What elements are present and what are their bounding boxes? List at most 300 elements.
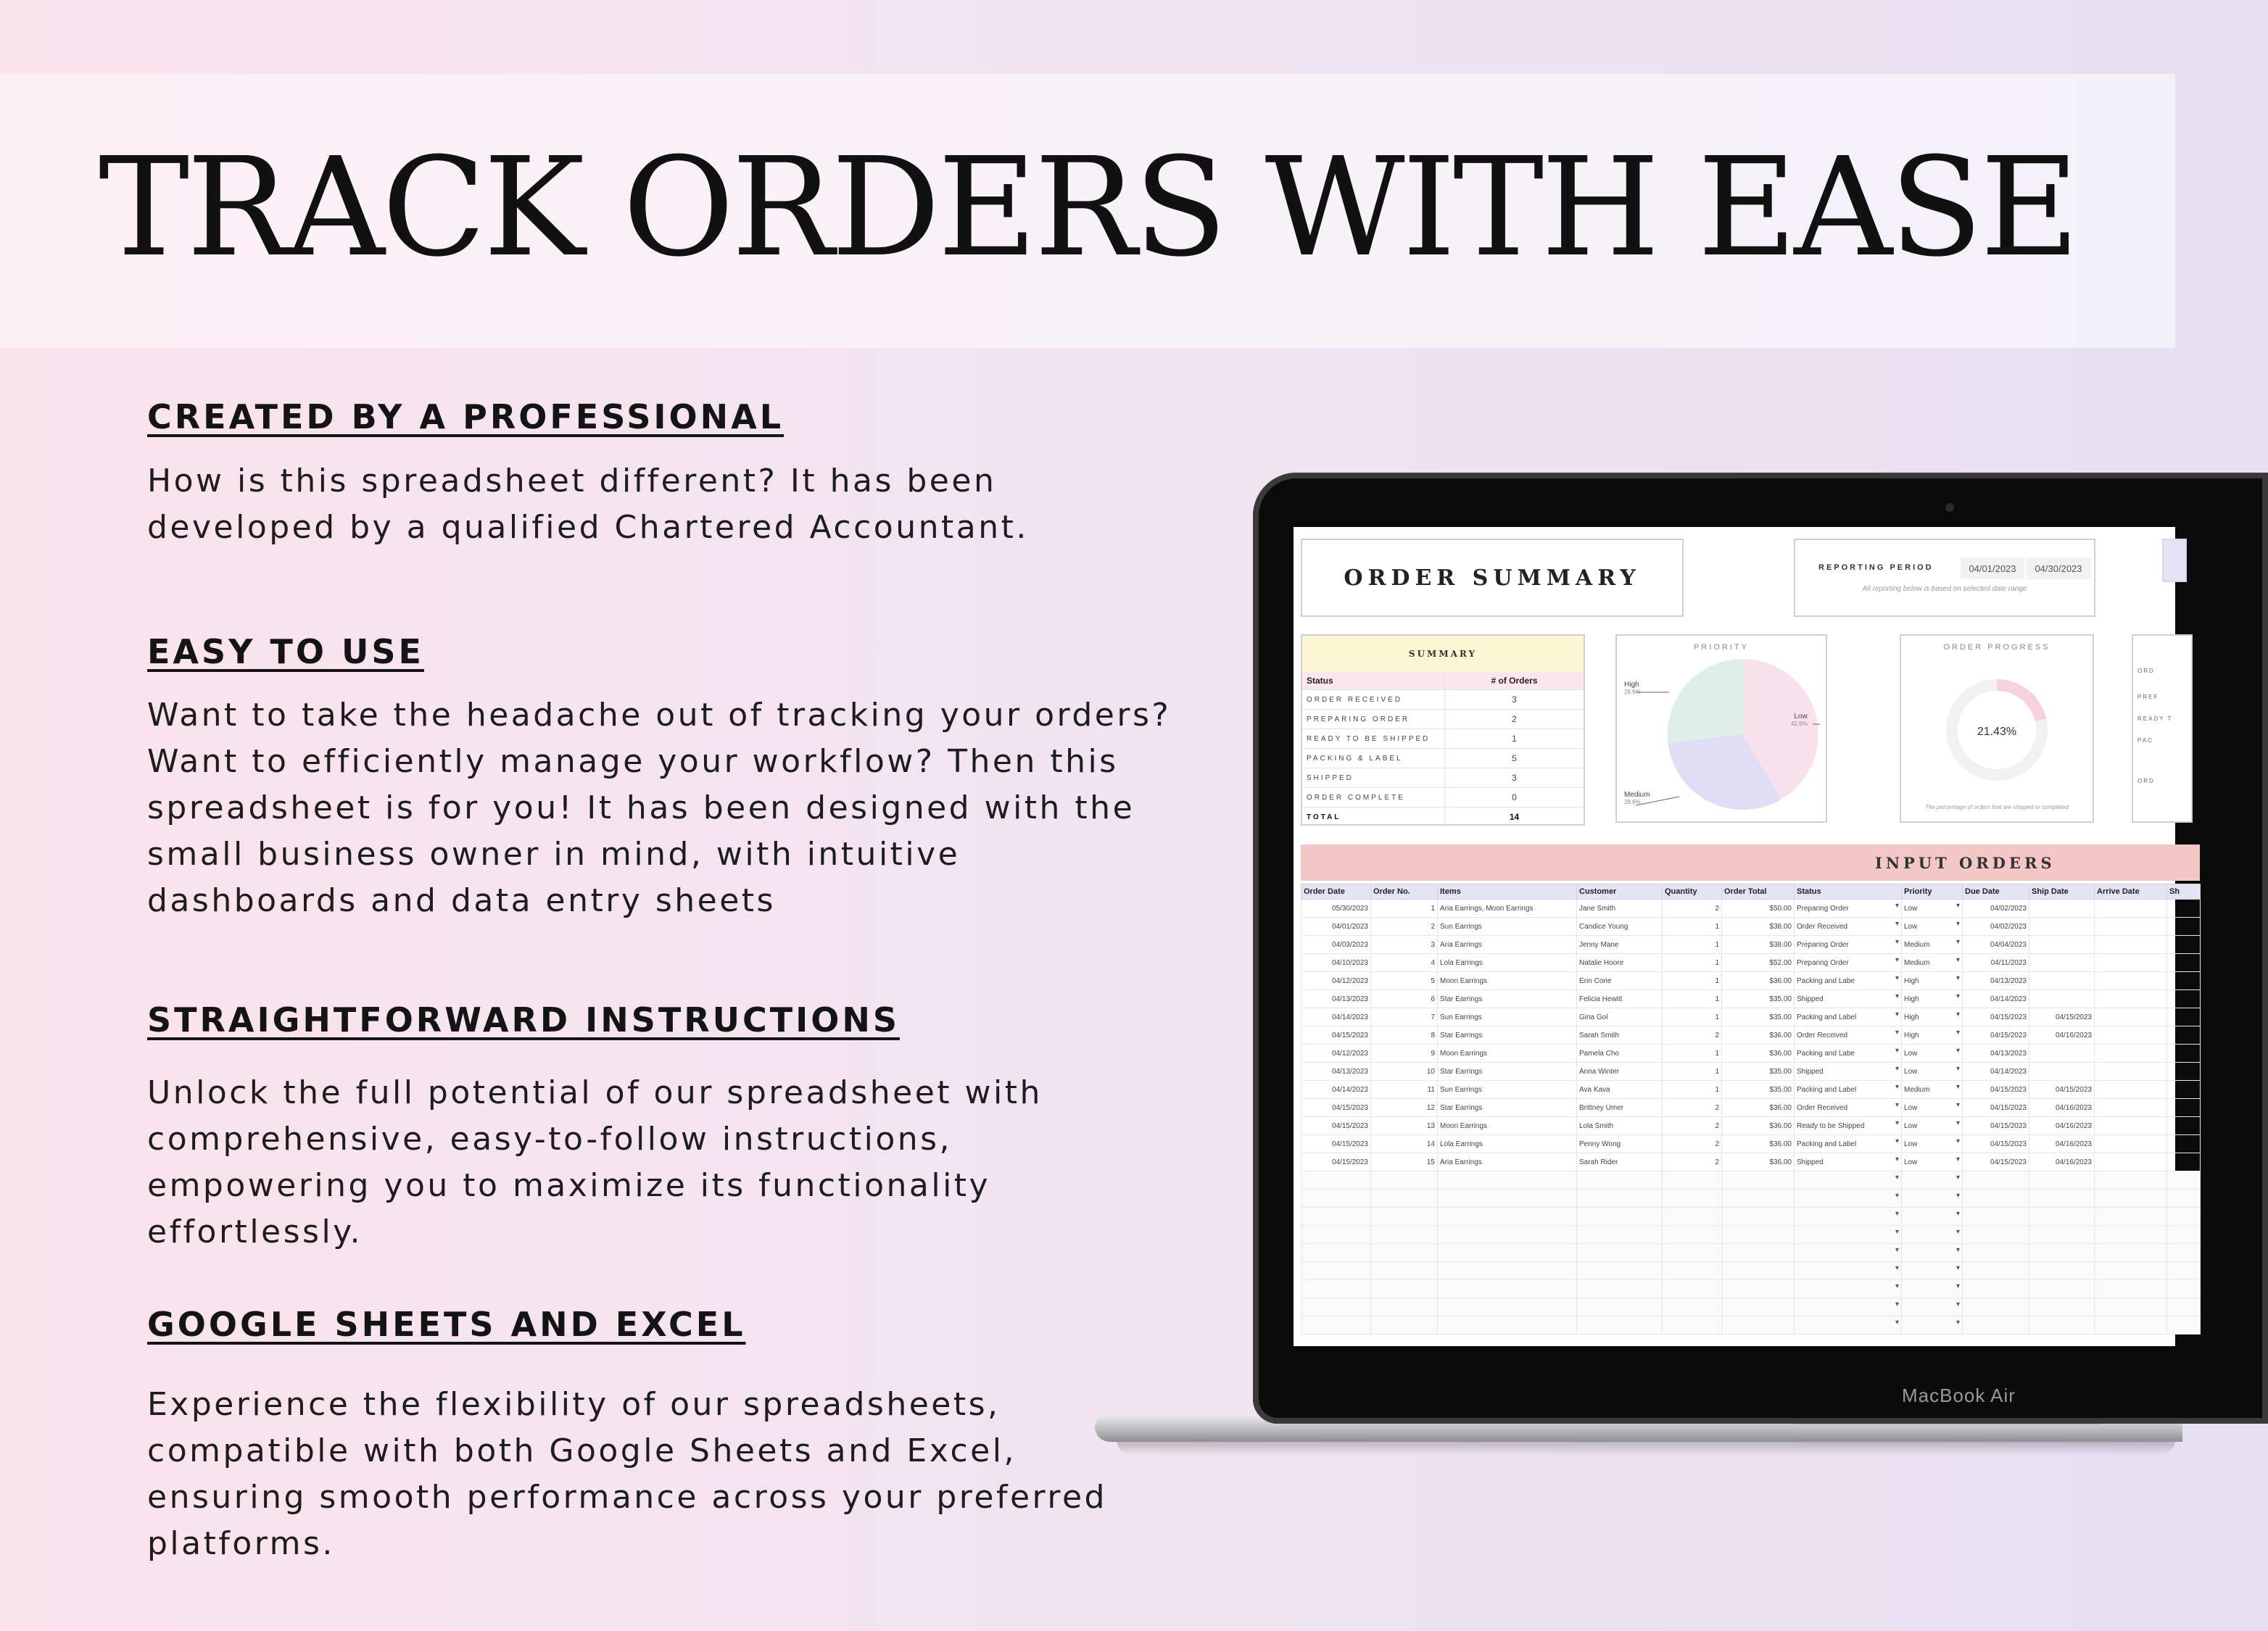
dropdown-cell[interactable] [1795, 1171, 1902, 1190]
table-cell[interactable] [2167, 1135, 2201, 1153]
table-cell[interactable] [2095, 990, 2167, 1008]
table-cell[interactable]: $50.00 [1722, 900, 1795, 918]
table-cell[interactable] [2029, 1045, 2095, 1063]
table-cell[interactable] [1722, 1190, 1795, 1208]
table-cell[interactable] [1577, 1208, 1663, 1226]
table-cell[interactable] [2167, 1117, 2201, 1135]
dropdown-cell[interactable] [1795, 1262, 1902, 1280]
table-cell[interactable]: 05/30/2023 [1301, 900, 1371, 918]
table-cell[interactable]: 04/15/2023 [1301, 1117, 1371, 1135]
column-header[interactable]: Ship Date [2029, 884, 2095, 900]
table-cell[interactable] [1963, 1190, 2029, 1208]
table-cell[interactable] [1963, 1244, 2029, 1262]
table-cell[interactable] [2029, 1208, 2095, 1226]
reporting-start-date-cell[interactable]: 04/01/2023 [1961, 557, 2024, 579]
dropdown-cell[interactable]: Preparing Order ▾ [1795, 900, 1902, 918]
table-cell[interactable] [2029, 972, 2095, 990]
table-cell[interactable] [1438, 1244, 1577, 1262]
table-cell[interactable] [1663, 1226, 1722, 1244]
table-cell[interactable]: Anna Winter [1577, 1063, 1663, 1081]
table-cell[interactable] [1371, 1280, 1438, 1298]
dropdown-cell[interactable]: Shipped ▾ [1795, 1153, 1902, 1171]
table-cell[interactable] [1577, 1316, 1663, 1335]
table-cell[interactable] [2167, 918, 2201, 936]
table-cell[interactable] [1963, 1226, 2029, 1244]
dropdown-cell[interactable]: Packing and Labe ▾ [1795, 1045, 1902, 1063]
dropdown-cell[interactable]: Preparing Order ▾ [1795, 954, 1902, 972]
table-cell[interactable] [1963, 1208, 2029, 1226]
column-header[interactable]: Order Date [1301, 884, 1371, 900]
table-cell[interactable]: 1 [1663, 1063, 1722, 1081]
table-cell[interactable] [1301, 1316, 1371, 1335]
table-cell[interactable] [2095, 1298, 2167, 1316]
column-header[interactable]: Arrive Date [2095, 884, 2167, 900]
table-cell[interactable]: Aria Earrings [1438, 936, 1577, 954]
table-cell[interactable] [2167, 1099, 2201, 1117]
table-cell[interactable] [2167, 972, 2201, 990]
table-cell[interactable]: Sun Earrings [1438, 1008, 1577, 1026]
table-cell[interactable]: 04/15/2023 [1301, 1099, 1371, 1117]
table-cell[interactable] [2095, 1208, 2167, 1226]
table-cell[interactable]: 8 [1371, 1026, 1438, 1045]
dropdown-cell[interactable]: Order Received ▾ [1795, 1099, 1902, 1117]
table-cell[interactable] [1301, 1262, 1371, 1280]
table-cell[interactable] [2095, 1117, 2167, 1135]
table-cell[interactable] [1663, 1190, 1722, 1208]
dropdown-cell[interactable]: Packing and Labe ▾ [1795, 972, 1902, 990]
table-cell[interactable]: 2 [1663, 1135, 1722, 1153]
table-cell[interactable]: Penny Wong [1577, 1135, 1663, 1153]
dropdown-cell[interactable]: Packing and Label ▾ [1795, 1081, 1902, 1099]
table-cell[interactable]: $36.00 [1722, 1153, 1795, 1171]
table-cell[interactable]: 04/15/2023 [1301, 1153, 1371, 1171]
table-cell[interactable]: 1 [1663, 1008, 1722, 1026]
table-cell[interactable]: 7 [1371, 1008, 1438, 1026]
table-cell[interactable]: Lola Earrings [1438, 954, 1577, 972]
dropdown-cell[interactable] [1902, 1262, 1963, 1280]
dropdown-cell[interactable]: Shipped ▾ [1795, 990, 1902, 1008]
table-cell[interactable]: 04/15/2023 [1963, 1026, 2029, 1045]
dropdown-cell[interactable]: High ▾ [1902, 1026, 1963, 1045]
table-cell[interactable] [1438, 1262, 1577, 1280]
table-cell[interactable] [1577, 1298, 1663, 1316]
table-cell[interactable]: 2 [1371, 918, 1438, 936]
table-cell[interactable] [2167, 1280, 2201, 1298]
table-cell[interactable]: 04/16/2023 [2029, 1117, 2095, 1135]
table-cell[interactable] [1577, 1226, 1663, 1244]
table-cell[interactable]: $38.00 [1722, 918, 1795, 936]
table-cell[interactable] [1301, 1298, 1371, 1316]
table-cell[interactable] [1371, 1262, 1438, 1280]
dropdown-cell[interactable]: Order Received ▾ [1795, 918, 1902, 936]
table-cell[interactable] [2167, 1026, 2201, 1045]
table-cell[interactable]: 5 [1371, 972, 1438, 990]
dropdown-cell[interactable] [1795, 1208, 1902, 1226]
table-cell[interactable] [1301, 1171, 1371, 1190]
table-cell[interactable]: 04/15/2023 [2029, 1081, 2095, 1099]
table-cell[interactable]: 04/15/2023 [1963, 1008, 2029, 1026]
column-header[interactable]: Status [1795, 884, 1902, 900]
table-cell[interactable] [2167, 1316, 2201, 1335]
table-cell[interactable] [1722, 1226, 1795, 1244]
table-cell[interactable]: 9 [1371, 1045, 1438, 1063]
table-cell[interactable] [1301, 1280, 1371, 1298]
column-header[interactable]: Order Total [1722, 884, 1795, 900]
table-cell[interactable] [2095, 954, 2167, 972]
dropdown-cell[interactable]: Packing and Label ▾ [1795, 1135, 1902, 1153]
table-cell[interactable]: Star Earrings [1438, 1099, 1577, 1117]
table-cell[interactable] [1438, 1316, 1577, 1335]
table-cell[interactable]: 1 [1663, 954, 1722, 972]
dropdown-cell[interactable] [1902, 1208, 1963, 1226]
dropdown-cell[interactable]: Medium ▾ [1902, 1081, 1963, 1099]
table-cell[interactable]: 04/14/2023 [1963, 1063, 2029, 1081]
dropdown-cell[interactable] [1902, 1244, 1963, 1262]
table-cell[interactable]: 04/15/2023 [1963, 1135, 2029, 1153]
table-cell[interactable] [2167, 1298, 2201, 1316]
table-cell[interactable]: 6 [1371, 990, 1438, 1008]
table-cell[interactable]: $35.00 [1722, 1081, 1795, 1099]
table-cell[interactable] [1577, 1171, 1663, 1190]
table-cell[interactable] [2029, 1298, 2095, 1316]
table-cell[interactable]: Candice Young [1577, 918, 1663, 936]
table-cell[interactable] [1722, 1316, 1795, 1335]
table-cell[interactable] [1301, 1226, 1371, 1244]
dropdown-cell[interactable] [1902, 1280, 1963, 1298]
dropdown-cell[interactable] [1795, 1280, 1902, 1298]
table-cell[interactable]: Star Earrings [1438, 1026, 1577, 1045]
table-cell[interactable]: 10 [1371, 1063, 1438, 1081]
table-cell[interactable]: 04/15/2023 [1963, 1099, 2029, 1117]
table-cell[interactable]: 2 [1663, 1099, 1722, 1117]
table-cell[interactable] [1577, 1244, 1663, 1262]
table-cell[interactable] [1371, 1244, 1438, 1262]
table-cell[interactable] [2029, 900, 2095, 918]
dropdown-cell[interactable] [1795, 1244, 1902, 1262]
dropdown-cell[interactable]: Low ▾ [1902, 1045, 1963, 1063]
table-cell[interactable]: 04/13/2023 [1963, 972, 2029, 990]
column-header[interactable]: Order No. [1371, 884, 1438, 900]
table-cell[interactable]: 1 [1663, 918, 1722, 936]
table-cell[interactable]: 2 [1663, 1026, 1722, 1045]
dropdown-cell[interactable] [1902, 1190, 1963, 1208]
table-cell[interactable]: Jane Smith [1577, 900, 1663, 918]
table-cell[interactable]: 04/13/2023 [1301, 1063, 1371, 1081]
dropdown-cell[interactable] [1795, 1190, 1902, 1208]
table-cell[interactable]: $36.00 [1722, 1026, 1795, 1045]
table-cell[interactable] [2167, 1208, 2201, 1226]
table-cell[interactable] [2167, 1190, 2201, 1208]
reporting-end-date-cell[interactable]: 04/30/2023 [2026, 557, 2091, 579]
table-cell[interactable]: $52.00 [1722, 954, 1795, 972]
table-cell[interactable] [2095, 1280, 2167, 1298]
table-cell[interactable] [1663, 1280, 1722, 1298]
table-cell[interactable]: 04/15/2023 [1301, 1135, 1371, 1153]
table-cell[interactable] [1663, 1316, 1722, 1335]
table-cell[interactable]: Ava Kava [1577, 1081, 1663, 1099]
table-cell[interactable]: 04/14/2023 [1963, 990, 2029, 1008]
table-cell[interactable]: $38.00 [1722, 936, 1795, 954]
dropdown-cell[interactable] [1902, 1316, 1963, 1335]
table-cell[interactable] [1438, 1280, 1577, 1298]
table-cell[interactable]: Aria Earrings, Moon Earrings [1438, 900, 1577, 918]
table-cell[interactable]: 11 [1371, 1081, 1438, 1099]
table-cell[interactable] [2095, 918, 2167, 936]
table-cell[interactable] [1371, 1316, 1438, 1335]
table-cell[interactable]: 04/12/2023 [1301, 1045, 1371, 1063]
dropdown-cell[interactable]: Low ▾ [1902, 1099, 1963, 1117]
table-cell[interactable]: 04/16/2023 [2029, 1135, 2095, 1153]
table-cell[interactable] [2095, 1099, 2167, 1117]
table-cell[interactable]: 04/13/2023 [1301, 990, 1371, 1008]
table-cell[interactable]: 04/15/2023 [1963, 1153, 2029, 1171]
table-cell[interactable] [1722, 1280, 1795, 1298]
dropdown-cell[interactable] [1902, 1171, 1963, 1190]
table-cell[interactable] [2095, 1135, 2167, 1153]
table-cell[interactable]: Sarah Smith [1577, 1026, 1663, 1045]
dropdown-cell[interactable]: Low ▾ [1902, 1135, 1963, 1153]
table-cell[interactable] [1963, 1280, 2029, 1298]
table-cell[interactable]: 1 [1663, 990, 1722, 1008]
table-cell[interactable]: 04/14/2023 [1301, 1008, 1371, 1026]
dropdown-cell[interactable]: Low ▾ [1902, 1063, 1963, 1081]
column-header[interactable]: Sh [2167, 884, 2201, 900]
dropdown-cell[interactable]: Ready to be Shipped ▾ [1795, 1117, 1902, 1135]
table-cell[interactable]: 04/02/2023 [1963, 900, 2029, 918]
table-cell[interactable] [1577, 1262, 1663, 1280]
table-cell[interactable]: $36.00 [1722, 1045, 1795, 1063]
table-cell[interactable] [1722, 1262, 1795, 1280]
table-cell[interactable] [1301, 1190, 1371, 1208]
table-cell[interactable] [2029, 1063, 2095, 1081]
table-cell[interactable] [2167, 1226, 2201, 1244]
table-cell[interactable]: 14 [1371, 1135, 1438, 1153]
table-cell[interactable]: 1 [1663, 1081, 1722, 1099]
table-cell[interactable]: 04/16/2023 [2029, 1026, 2095, 1045]
table-cell[interactable]: Moon Earrings [1438, 1045, 1577, 1063]
table-cell[interactable] [2095, 1008, 2167, 1026]
table-cell[interactable]: Jenny Mane [1577, 936, 1663, 954]
table-cell[interactable] [2029, 1280, 2095, 1298]
table-cell[interactable] [2167, 1171, 2201, 1190]
table-cell[interactable]: Sarah Rider [1577, 1153, 1663, 1171]
table-cell[interactable] [2029, 954, 2095, 972]
table-cell[interactable] [1438, 1171, 1577, 1190]
table-cell[interactable]: Gina Gol [1577, 1008, 1663, 1026]
table-cell[interactable]: 12 [1371, 1099, 1438, 1117]
table-cell[interactable]: Moon Earrings [1438, 972, 1577, 990]
table-cell[interactable]: Moon Earrings [1438, 1117, 1577, 1135]
table-cell[interactable] [1722, 1171, 1795, 1190]
column-header[interactable]: Items [1438, 884, 1577, 900]
table-cell[interactable] [1663, 1171, 1722, 1190]
dropdown-cell[interactable] [1795, 1298, 1902, 1316]
table-cell[interactable]: $35.00 [1722, 1063, 1795, 1081]
table-cell[interactable] [2029, 1244, 2095, 1262]
table-cell[interactable] [2167, 1153, 2201, 1171]
table-cell[interactable] [2029, 1316, 2095, 1335]
table-cell[interactable] [2095, 936, 2167, 954]
table-cell[interactable]: 04/10/2023 [1301, 954, 1371, 972]
table-cell[interactable] [1963, 1171, 2029, 1190]
table-cell[interactable]: 04/16/2023 [2029, 1099, 2095, 1117]
table-cell[interactable] [1438, 1226, 1577, 1244]
table-cell[interactable]: $36.00 [1722, 1135, 1795, 1153]
table-cell[interactable] [1301, 1244, 1371, 1262]
table-cell[interactable] [2167, 900, 2201, 918]
table-cell[interactable]: 13 [1371, 1117, 1438, 1135]
table-cell[interactable] [2095, 1081, 2167, 1099]
table-cell[interactable] [2167, 954, 2201, 972]
table-cell[interactable]: Star Earrings [1438, 1063, 1577, 1081]
table-cell[interactable]: 15 [1371, 1153, 1438, 1171]
table-cell[interactable]: Sun Earrings [1438, 918, 1577, 936]
table-cell[interactable]: 1 [1663, 936, 1722, 954]
table-cell[interactable]: 2 [1663, 900, 1722, 918]
column-header[interactable]: Due Date [1963, 884, 2029, 900]
table-cell[interactable]: $36.00 [1722, 1099, 1795, 1117]
dropdown-cell[interactable]: Packing and Label ▾ [1795, 1008, 1902, 1026]
table-cell[interactable] [2029, 1226, 2095, 1244]
dropdown-cell[interactable]: Low ▾ [1902, 1153, 1963, 1171]
table-cell[interactable] [2029, 1262, 2095, 1280]
table-cell[interactable]: $36.00 [1722, 1117, 1795, 1135]
table-cell[interactable] [2095, 1063, 2167, 1081]
dropdown-cell[interactable]: Shipped ▾ [1795, 1063, 1902, 1081]
table-cell[interactable] [1371, 1208, 1438, 1226]
dropdown-cell[interactable] [1902, 1298, 1963, 1316]
table-cell[interactable]: 04/01/2023 [1301, 918, 1371, 936]
table-cell[interactable]: Erin Corie [1577, 972, 1663, 990]
dropdown-cell[interactable]: Medium ▾ [1902, 936, 1963, 954]
table-cell[interactable]: $36.00 [1722, 972, 1795, 990]
dropdown-cell[interactable]: Medium ▾ [1902, 954, 1963, 972]
table-cell[interactable]: 04/13/2023 [1963, 1045, 2029, 1063]
table-cell[interactable] [1722, 1244, 1795, 1262]
table-cell[interactable]: Sun Earrings [1438, 1081, 1577, 1099]
table-cell[interactable] [1371, 1298, 1438, 1316]
table-cell[interactable] [2167, 936, 2201, 954]
table-cell[interactable] [1963, 1298, 2029, 1316]
table-cell[interactable] [2029, 936, 2095, 954]
dropdown-cell[interactable]: Low ▾ [1902, 900, 1963, 918]
dropdown-cell[interactable]: Low ▾ [1902, 1117, 1963, 1135]
table-cell[interactable] [2095, 1226, 2167, 1244]
table-cell[interactable] [2167, 1081, 2201, 1099]
table-cell[interactable]: 04/12/2023 [1301, 972, 1371, 990]
dropdown-cell[interactable]: Order Received ▾ [1795, 1026, 1902, 1045]
table-cell[interactable]: 04/11/2023 [1963, 954, 2029, 972]
column-header[interactable]: Customer [1577, 884, 1663, 900]
table-cell[interactable] [2029, 1171, 2095, 1190]
column-header[interactable]: Quantity [1663, 884, 1722, 900]
table-cell[interactable] [1438, 1298, 1577, 1316]
table-cell[interactable]: 04/15/2023 [2029, 1008, 2095, 1026]
dropdown-cell[interactable] [1795, 1226, 1902, 1244]
table-cell[interactable] [2095, 1262, 2167, 1280]
table-cell[interactable]: Felicia Hewitt [1577, 990, 1663, 1008]
table-cell[interactable] [1438, 1190, 1577, 1208]
table-cell[interactable]: 2 [1663, 1153, 1722, 1171]
table-cell[interactable] [2167, 1045, 2201, 1063]
table-cell[interactable] [1438, 1208, 1577, 1226]
table-cell[interactable]: $35.00 [1722, 990, 1795, 1008]
table-cell[interactable] [1963, 1316, 2029, 1335]
table-cell[interactable]: 04/02/2023 [1963, 918, 2029, 936]
table-cell[interactable]: Pamela Cho [1577, 1045, 1663, 1063]
table-cell[interactable] [2167, 990, 2201, 1008]
table-cell[interactable] [1371, 1171, 1438, 1190]
table-cell[interactable] [2095, 1171, 2167, 1190]
table-cell[interactable]: 4 [1371, 954, 1438, 972]
table-cell[interactable] [1663, 1208, 1722, 1226]
dropdown-cell[interactable]: High ▾ [1902, 972, 1963, 990]
table-cell[interactable]: 04/15/2023 [1963, 1117, 2029, 1135]
table-cell[interactable] [2029, 990, 2095, 1008]
dropdown-cell[interactable]: Preparing Order ▾ [1795, 936, 1902, 954]
dropdown-cell[interactable]: High ▾ [1902, 1008, 1963, 1026]
column-header[interactable]: Priority [1902, 884, 1963, 900]
table-cell[interactable] [2095, 1316, 2167, 1335]
table-cell[interactable]: Brittney Umer [1577, 1099, 1663, 1117]
table-cell[interactable] [2167, 1262, 2201, 1280]
table-cell[interactable] [2095, 1190, 2167, 1208]
table-cell[interactable] [1577, 1190, 1663, 1208]
table-cell[interactable]: 1 [1663, 972, 1722, 990]
table-cell[interactable]: Aria Earrings [1438, 1153, 1577, 1171]
table-cell[interactable] [2095, 1153, 2167, 1171]
table-cell[interactable] [1371, 1226, 1438, 1244]
table-cell[interactable] [2029, 1190, 2095, 1208]
table-cell[interactable] [1963, 1262, 2029, 1280]
table-cell[interactable] [1722, 1208, 1795, 1226]
table-cell[interactable] [2167, 1244, 2201, 1262]
table-cell[interactable] [1663, 1244, 1722, 1262]
table-cell[interactable]: 04/15/2023 [1301, 1026, 1371, 1045]
table-cell[interactable] [1577, 1280, 1663, 1298]
table-cell[interactable] [1663, 1298, 1722, 1316]
table-cell[interactable]: 04/16/2023 [2029, 1153, 2095, 1171]
table-cell[interactable]: 04/14/2023 [1301, 1081, 1371, 1099]
dropdown-cell[interactable]: High ▾ [1902, 990, 1963, 1008]
table-cell[interactable] [2095, 972, 2167, 990]
table-cell[interactable] [2095, 1244, 2167, 1262]
table-cell[interactable]: Lola Earrings [1438, 1135, 1577, 1153]
table-cell[interactable] [2167, 1063, 2201, 1081]
table-cell[interactable]: 04/15/2023 [1963, 1081, 2029, 1099]
table-cell[interactable] [1663, 1262, 1722, 1280]
table-cell[interactable]: Star Earrings [1438, 990, 1577, 1008]
table-cell[interactable] [1301, 1208, 1371, 1226]
table-cell[interactable]: $35.00 [1722, 1008, 1795, 1026]
dropdown-cell[interactable] [1902, 1226, 1963, 1244]
table-cell[interactable]: 3 [1371, 936, 1438, 954]
table-cell[interactable] [2095, 1026, 2167, 1045]
table-cell[interactable]: 1 [1371, 900, 1438, 918]
table-cell[interactable]: Natalie Hoore [1577, 954, 1663, 972]
table-cell[interactable] [1371, 1190, 1438, 1208]
table-cell[interactable] [2095, 1045, 2167, 1063]
table-cell[interactable] [2029, 918, 2095, 936]
table-cell[interactable]: 1 [1663, 1045, 1722, 1063]
dropdown-cell[interactable]: Low ▾ [1902, 918, 1963, 936]
dropdown-cell[interactable] [1795, 1316, 1902, 1335]
table-cell[interactable]: 04/04/2023 [1963, 936, 2029, 954]
table-cell[interactable] [1722, 1298, 1795, 1316]
table-cell[interactable] [2167, 1008, 2201, 1026]
table-cell[interactable]: 2 [1663, 1117, 1722, 1135]
table-cell[interactable] [2095, 900, 2167, 918]
